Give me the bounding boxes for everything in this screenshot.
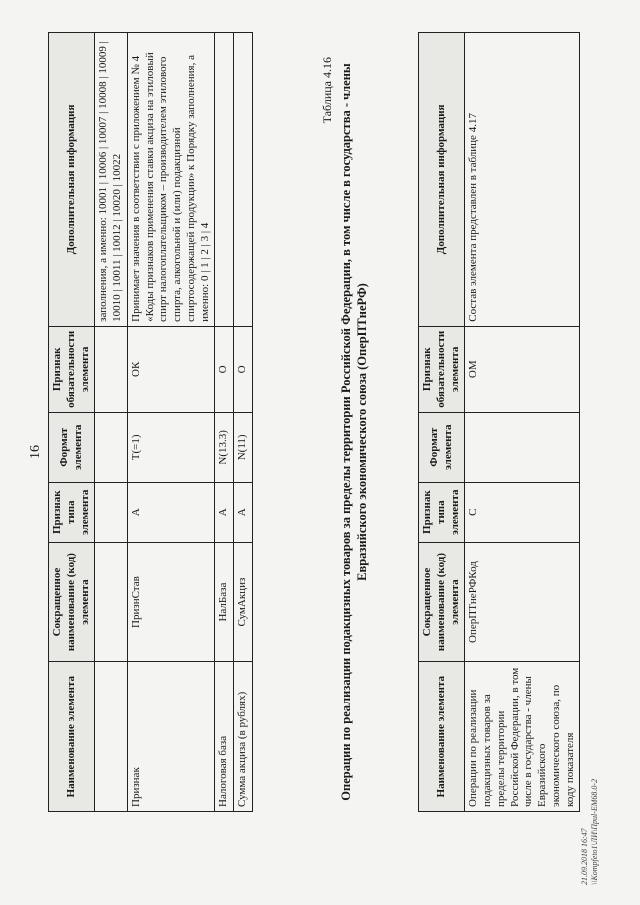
cell-short: ПризнСтав xyxy=(127,542,215,662)
table-title: Операции по реализации подакцизных товаров за пределы территории Российской Федерации, в том числе в государства - члены Евразийского экономического союза (ОперПТнеРФ) xyxy=(339,63,370,801)
header-format: Формат элемента xyxy=(49,412,95,482)
header-short: Сокращенное наименование (код) элемента xyxy=(419,542,465,662)
cell-format: N(13.3) xyxy=(215,412,234,482)
header-required: Признак обязательности элемента xyxy=(49,326,95,412)
table-row xyxy=(127,33,215,812)
cell-type: А xyxy=(215,482,234,542)
cell-name: Сумма акциза (в рублях) xyxy=(234,662,253,812)
header-short: Сокращенное наименование (код) элемента xyxy=(49,542,95,662)
cell-format: N(11) xyxy=(234,412,253,482)
cell-required: О xyxy=(215,326,234,412)
elements-table xyxy=(48,32,253,812)
cell-type: А xyxy=(234,482,253,542)
table-row xyxy=(465,33,580,812)
header-format: Формат элемента xyxy=(419,412,465,482)
table-header-row xyxy=(419,33,465,812)
cell-info: Принимает значения в соответствии с приложением № 4 «Коды признаков применения ставки акциза на этиловый спирт налогоплательщиком – производителем этилового спирта, алкогольной и (или) подакцизной спиртосодержащей продукции» к Порядку заполнения, а именно: 0 | 1 | 2 | 3 | 4 xyxy=(127,33,215,327)
cell-info xyxy=(234,33,253,327)
stamp-date: 21.09.2018 16:47 xyxy=(580,828,589,885)
cell-name: Операции по реализации подакцизных товаров за пределы территории Российской Федерации, в том числе в государства - члены Евразийского экономического союза, по коду показателя xyxy=(465,662,580,812)
cell-name: Признак xyxy=(127,662,215,812)
table-header-row xyxy=(49,33,95,812)
cell-format: Т(=1) xyxy=(127,412,215,482)
cell-name: Налоговая база xyxy=(215,662,234,812)
print-stamp xyxy=(580,779,599,885)
cell-info: заполнения, а именно: 10001 | 10006 | 10007 | 10008 | 10009 | 10010 | 10011 | 10012 | 10020 | 10022 xyxy=(95,33,128,327)
table-row xyxy=(95,33,128,812)
header-name: Наименование элемента xyxy=(49,662,95,812)
stamp-path: \\Kompfeto1\ЛИ\Приl-ЕМ68.0-2 xyxy=(589,778,599,885)
header-info: Дополнительная информация xyxy=(419,33,465,327)
cell-required: О xyxy=(234,326,253,412)
cell-info xyxy=(215,33,234,327)
cell-format xyxy=(465,412,580,482)
header-type: Признак типа элемента xyxy=(49,482,95,542)
header-type: Признак типа элемента xyxy=(419,482,465,542)
operations-table xyxy=(418,32,580,812)
table-row xyxy=(234,33,253,812)
cell-type: А xyxy=(127,482,215,542)
table-number: Таблица 4.16 xyxy=(320,57,334,124)
header-info: Дополнительная информация xyxy=(49,33,95,327)
page-number: 16 xyxy=(28,445,43,459)
table-row xyxy=(215,33,234,812)
cell-required: ОМ xyxy=(465,326,580,412)
header-name: Наименование элемента xyxy=(419,662,465,812)
rotated-sheet xyxy=(20,17,620,887)
cell-info: Состав элемента представлен в таблице 4.17 xyxy=(465,33,580,327)
header-required: Признак обязательности элемента xyxy=(419,326,465,412)
cell-type: С xyxy=(465,482,580,542)
cell-required: ОК xyxy=(127,326,215,412)
cell-short: ОперПТнеРФКод xyxy=(465,542,580,662)
cell-short: СумАкциз xyxy=(234,542,253,662)
cell-short: НалБаза xyxy=(215,542,234,662)
